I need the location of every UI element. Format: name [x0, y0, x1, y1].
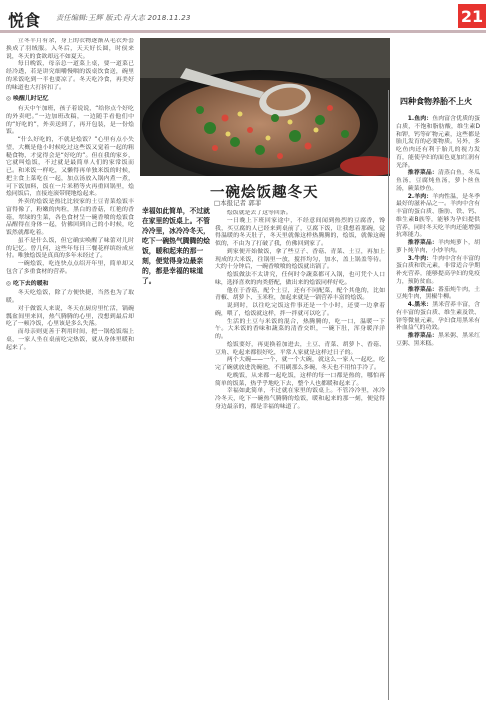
paragraph: 烩饭要好，再更换着加进去，土豆、青菜、胡萝卜、香菇、豆角、吃起来都很好吃，平常人家就是这样过日子的。 [215, 341, 385, 356]
page-header [0, 0, 486, 36]
sidebar-item: 推荐菜品：羊肉炖萝卜，胡萝卜炖羊肉，小炒羊肉。 [396, 240, 481, 254]
section-title: 悦食 [8, 11, 41, 30]
paragraph: 冬天吃烩饭，除了方便快捷，当然也为了取暖。 [6, 290, 134, 304]
food-photo [140, 38, 390, 176]
bullet-icon: ◎ [6, 96, 12, 103]
header-divider [0, 30, 486, 33]
sidebar-content [396, 116, 480, 349]
sidebar-title: 四种食物养胎不上火 [400, 97, 472, 106]
paragraph: 他在于香菇，配个土豆，还有不同配菜，配个其他的，比如青椒、胡萝卜、玉米粒，加起来就是一锅营养丰富的烩饭。 [215, 287, 385, 302]
article-headline: 一碗烩饭趣冬天 [210, 184, 319, 201]
paragraph: 吃晚饭，从来都一起吃饭，这样的每一口都是热的，哪怕再简单的饭菜，热乎乎地吃下去，整个人也都暖和起来了。 [215, 372, 385, 387]
paragraph: 幸福如此简单，不过就在家里的饭桌上。不管冷冷里，冰冷冷冬天，吃下一碗热气腾腾的烩饭，暖和起来的那一刻，便觉得身边最亲的，都是幸福的味道了。 [215, 388, 385, 410]
section-heading: ◎ 吃下去的暖和 [6, 280, 49, 287]
article-middle-column [215, 210, 385, 697]
fried-rice-image [140, 38, 390, 176]
page-number-badge: 21 [458, 4, 486, 28]
paragraph: 一日晚上下班回家途中，不经意间闻到热烈的豆腐香，馋我，买豆腐的人已经来到桌前了，豆腐下饭，让我想着那碗，觉得温暖的冬天肚子，冬天里就像这样热腾腾的，烩饭，就像这碗似的，不由为了打破了我，仿佛回到家了。 [215, 217, 385, 247]
editor-meta: 责任编辑:王辉 版式:肖大志 2018.11.23 [56, 13, 191, 22]
paragraph: 立冬半月有余，身上的衣物逐渐从毛衣外套换成了羽绒服。入冬后，天天好长圆，时侯来说，冬天的食欲却远不如夏天。 [6, 38, 134, 60]
paragraph: 外卖的烩饭是热比比较家的土豆青菜烩饭丰富得像了，粉嫩的肉粒，黑白的香菇，红艳的香菇，翠绿的生菜，各色食材呈一碗香喷的烩饭食品醒得在身体一起，仿佛回到自己的小时候，吃饭然就都吃着。 [6, 199, 134, 236]
paragraph: 对于做饭人来说，冬天在厨房里忙活，锅碗瓢盆间里来回，热气腾腾的心里，没想到最后却吃了一顿冷饭，心里该是多么失落。 [6, 305, 134, 328]
paragraph: 两个大碗——一个，就一个大碗，就这么一家人一起吃，吃完了碗就放进洗碗池，不用刷那么多碗，冬天也不用怕手冷了。 [215, 357, 385, 371]
paragraph: 生活的土豆与米饭的混合，热腾腾的，吃一口，温暖一下午。大米饭的香味和蔬菜的清香交织，一碗下肚，浑身暖洋洋的。 [215, 318, 385, 340]
paragraph: 虽不是什么饭，但它确实唤醒了味蕾对儿时的记忆。曾几何，这些年每日三餐花样缤纷成应付。唯独烩饭是真真的多年未经过了。 [6, 237, 134, 260]
sidebar-item: 1.鱼肉：鱼肉富含优质的蛋白质，不饱和脂肪酸，维生素D和钾，钙等矿物元素，这些都是胎儿发育的必要物质。另外，多吃鱼肉还有利于胎儿的视力发育，能使孕妇的面色更加红润有光泽。 [396, 116, 481, 169]
paragraph: 有天中午加班，孩子着说说，“给你点个好吃的外卖吧。”一边加班改稿，一边随手看他们中的“好吃的”，外卖送到了，再开包装，是一份烩饭。 [6, 106, 134, 136]
paragraph: “什么好吃的，不就是烩饭？”心里有点小失望，大概是他小时候吃过这些饭又觉着一起的粗糙食物，才觉得会是“好吃的”。但在我的家乡，它就叫烩饭，不过就是最简单人们的家常饭而已。和米饭一样吃，又懒得再单独米饭的时候，把主食上菜吃在一起，加点汤放入锅内煮一煮，可下饭加料，饭在一片米稍等火再重回锅里，烩烩同饭后，直接连滚带爬地烩起来。 [6, 137, 134, 198]
paragraph: 到家便开始做饭，拿了些豆子、香菇、青菜、土豆，再加上现成的大米饭，往锅里一放，搅拌均匀，加水，盖上锅盖等待。大约十分钟后，一碗香喷喷的烩饭就出锅了。 [215, 248, 385, 271]
section-heading: ◎ 唤醒儿时记忆 [6, 96, 49, 103]
paragraph: 而母亲则更善于利用时间，把一锅烩饭端上桌，一家人坐在桌前吃完热饭，就从身体里暖和起来了。 [6, 329, 134, 351]
paragraph: 烩饭就是去了这等回条。 [226, 210, 292, 216]
article-left-column [6, 38, 134, 697]
paragraph: 每日晚饭，母亲总一道菜上桌，要一道菜已经冷透，若是讲究细嚼慢咽的饭桌饮食送，碗里的米饭吃到一半也要凉了。冬天吃冷食，再美好的味道也大打折扣了。 [6, 61, 134, 91]
sidebar-item: 2.羊肉：羊肉性温，是冬季最好的滋补品之一。羊肉中含有丰富的蛋白质、脂肪、铁、钙、维生素B族等，能够为孕妇提供营养，同时冬天吃羊肉还能增强抗寒能力。 [396, 193, 481, 239]
paragraph: 一碗烩饭，吃连快点点绍开年里，简单却又包含了多重食材的营养。 [6, 261, 134, 275]
article-byline: □本报记者 郭菲 [214, 199, 262, 207]
sidebar-item: 4.黑米：黑米营养丰富，含有丰富的蛋白质、维生素及铁、锌等微量元素，孕妇食用黑米有补血益气的功效。 [396, 302, 481, 332]
bullet-icon: ◎ [6, 280, 12, 287]
sidebar-item: 3.牛肉：牛肉中含有丰富的蛋白质和铁元素，非常适合孕期补充营养，能够提高孕妇的免疫力，预防贫血。 [396, 255, 481, 285]
sidebar-item: 推荐菜品：清蒸白鱼，冬瓜鱼汤，豆腐炖鱼汤，萝卜丝鱼汤，蕨菜炒鱼。 [396, 170, 481, 192]
paragraph: 说到时，以往吃完饭这件事还是一个小时，还要一边拿着碗，喂了，烩饭就这样，拌一拌就可以吃了。 [215, 303, 385, 317]
pull-quote: 幸福如此简单，不过就在家里的饭桌上。不管冷冷里，冰冷冷冬天，吃下一碗热气腾腾的烩饭，暖和起来的那一刻，便觉得身边最亲的，都是幸福的味道了。 [142, 207, 210, 285]
sidebar-item: 推荐菜品：番茄炖牛肉，土豆炖牛肉，黑椒牛柳。 [396, 286, 481, 301]
paragraph: 烩饭做法不太讲究，任何时令蔬菜都可入锅，也可凭个人口味，选择喜欢的肉类搭配，做出来的烩饭同样好吃。 [215, 272, 385, 286]
sidebar-item: 推荐菜品：黑米粥、黑米红豆粥、黑米糕。 [396, 333, 481, 347]
